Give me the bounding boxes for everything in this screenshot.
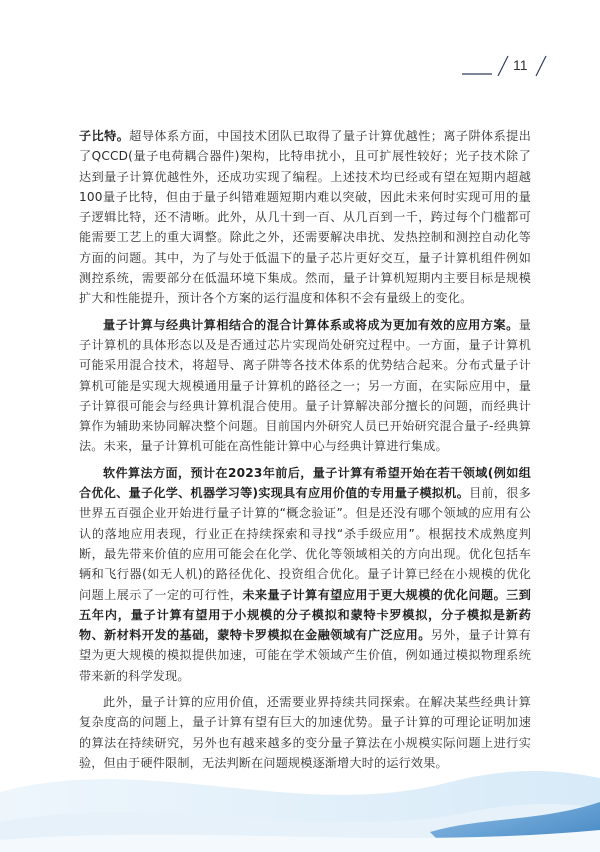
text-run: 超导体系方面，中国技术团队已取得了量子计算优越性；离子阱体系提出了QCCD(量子电荷耦合器件)架构，比特串扰小，且可扩展性较好；光子技术除了达到量子计算优越性外，还成功实现了编程。上述技术均已经或有望在短期内超越100量子比特，但由于量子纠错难题短期内难以突破，因此未来何时实现可用的量子逻辑比特，还不清晰。此外，从几十到一百、从几百到一千，跨过每个门槛都可能需要工艺上的重大调整。除此之外，还需要解决串扰、发热控制和测控自动化等方面的问题。其中，为了与处于低温下的量子芯片更好交互，量子计算机组件例如测控系统，需要部分在低温环境下集成。然而，量子计算机短期内主要目标是规模扩大和性能提升，预计各个方案的运行温度和体积不会有量级上的变化。 bbox=[79, 129, 531, 306]
bold-text-run: 未来量子计算有望应用于更大规模的优化问题。三到五年内，量子计算有望用于小规模的分子模拟和蒙特卡罗模拟，分子模拟是新药物、新材料开发的基础，蒙特卡罗模拟在金融领域有广泛应用。 bbox=[79, 587, 531, 643]
article-body bbox=[79, 126, 531, 779]
text-run: 另外，量子计算有望为更大规模的模拟提供加速，可能在学术领域产生价值，例如通过模拟物理系统带来新的科学发现。 bbox=[79, 628, 531, 683]
page-header bbox=[462, 52, 562, 78]
paragraph bbox=[79, 315, 531, 457]
footer-wave-decoration bbox=[0, 712, 600, 852]
paragraph bbox=[79, 463, 531, 686]
text-run: 量子计算机的具体形态以及是否通过芯片实现尚处研究过程中。一方面，量子计算机可能采用混合技术，将超导、离子阱等各技术体系的优势结合起来。分布式量子计算机可能是实现大规模通用量子计算机的路径之一；另一方面，在实际应用中，量子计算很可能会与经典计算机混合使用。量子计算解决部分擅长的问题，而经典计算作为辅助来协同解决整个问题。目前国内外研究人员已开始研究混合量子-经典算法。未来，量子计算机可能在高性能计算中心与经典计算进行集成。 bbox=[79, 317, 531, 454]
bold-text-run: 量子计算与经典计算相结合的混合计算体系或将成为更加有效的应用方案。 bbox=[103, 317, 519, 332]
bold-text-run: 软件算法方面，预计在2023年前后，量子计算有希望开始在若干领域(例如组合优化、量子化学、机器学习等)实现具有应用价值的专用量子模拟机。 bbox=[79, 465, 531, 501]
page-number: 11 bbox=[513, 57, 528, 73]
paragraph bbox=[79, 126, 531, 309]
bold-text-run: 子比特。 bbox=[79, 129, 130, 143]
header-slash-decoration bbox=[462, 52, 562, 78]
text-run: 目前，很多世界五百强企业开始进行量子计算的“概念验证”。但是还没有哪个领域的应用有公认的落地应用表现，行业正在持续探索和寻找“杀手级应用”。根据技术成熟度判断，最先带来价值的应用可能会在化学、优化等领域相关的方向出现。优化包括车辆和飞行器(如无人机)的路径优化、投资组合优化。量子计算已经在小规模的优化问题上展示了一定的可行性， bbox=[79, 486, 531, 602]
text-run: 此外，量子计算的应用价值，还需要业界持续共同探索。在解决某些经典计算复杂度高的问题上，量子计算有望有巨大的加速优势。量子计算的可理论证明加速的算法在持续研究，另外也有越来越多的变分量子算法在小规模实际问题上进行实验，但由于硬件限制，无法判断在问题规模逐渐增大时的运行效果。 bbox=[79, 695, 531, 770]
